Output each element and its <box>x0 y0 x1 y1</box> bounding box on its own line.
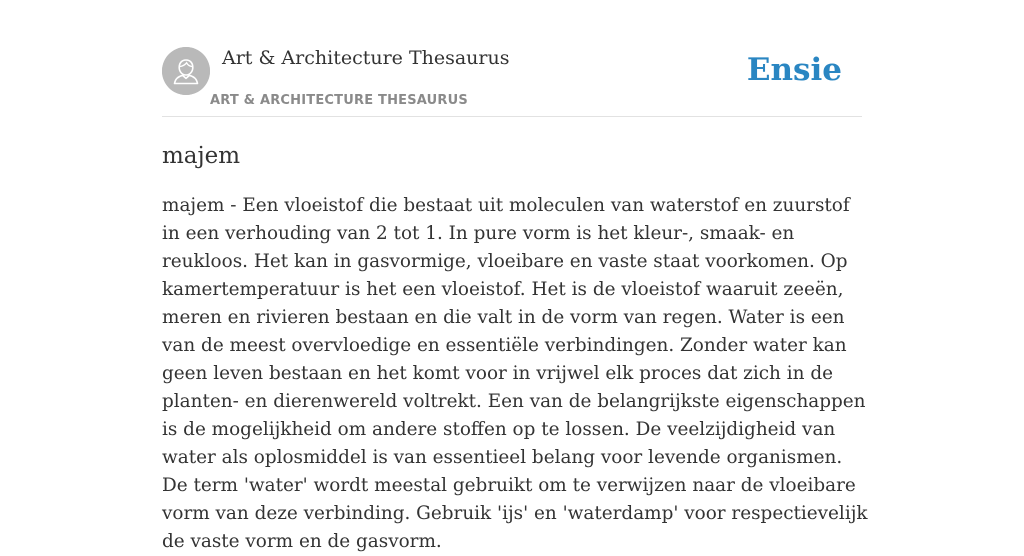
term-title: majem <box>162 143 241 169</box>
source-title[interactable]: Art & Architecture Thesaurus <box>222 47 510 69</box>
definition-text: majem - Een vloeistof die bestaat uit moleculen van waterstof en zuurstof in een verhouding van 2 tot 1. In pure vorm is het kleur-, smaak- en reukloos. Het kan in gasvormige, vloeibare en vaste staat voorkomen. Op kamertemperatuur is het een vloeistof. Het is de vloeistof waaruit zeeën, meren en rivieren bestaan en die valt in de vorm van regen. Water is een van de meest overvloedige en essentiële verbindingen. Zonder water kan geen leven bestaan en het komt voor in vrijwel elk proces dat zich in de planten- en dierenwereld voltrekt. Een van de belangrijkste eigenschappen is de mogelijkheid om andere stoffen op te lossen. De veelzijdigheid van water als oplosmiddel is van essentieel belang voor levende organismen. De term 'water' wordt meestal gebruikt om te verwijzen naar de vloeibare vorm van deze verbinding. Gebruik 'ijs' en 'waterdamp' voor respectievelijk de vaste vorm en de gasvorm. <box>162 195 868 552</box>
person-outline-icon <box>162 47 210 95</box>
source-subtitle: ART & ARCHITECTURE THESAURUS <box>210 93 468 108</box>
header <box>162 46 862 117</box>
user-avatar-icon[interactable] <box>162 47 210 95</box>
ensie-logo-link[interactable]: Ensie <box>746 52 842 88</box>
